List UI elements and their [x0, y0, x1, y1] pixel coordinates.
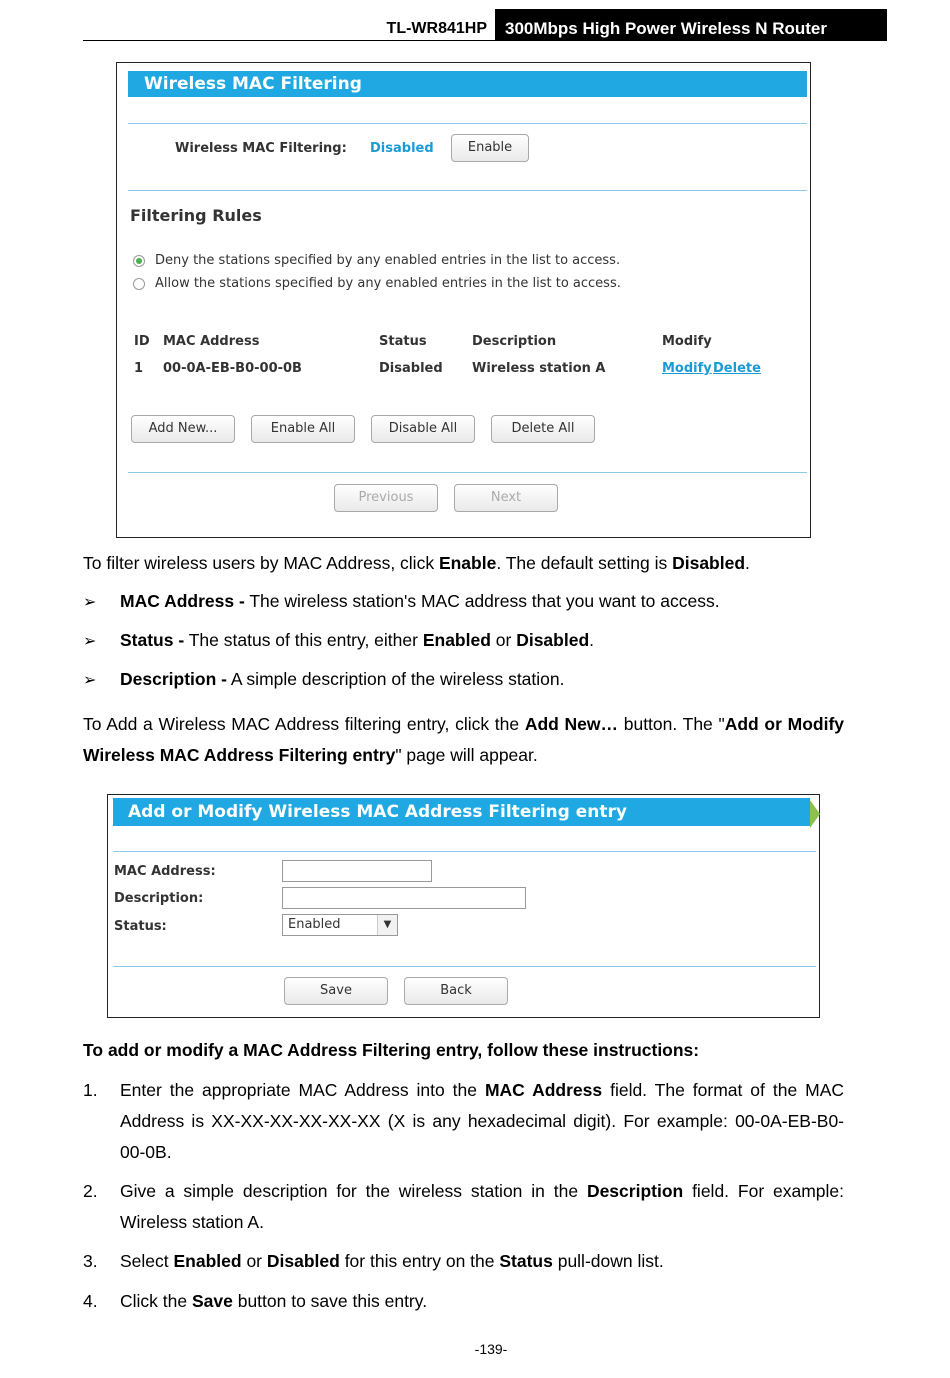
add-modify-panel — [107, 794, 820, 1018]
deny-radio-label: Deny the stations specified by any enabled entries in the list to access. — [155, 253, 621, 268]
bullet-mac-address: MAC Address - The wireless station's MAC address that you want to access. — [120, 591, 720, 611]
filtering-status: Disabled — [370, 141, 434, 156]
step-number: 3. — [83, 1251, 98, 1271]
instructions-heading: To add or modify a MAC Address Filtering entry, follow these instructions: — [83, 1040, 700, 1060]
col-description: Description — [472, 334, 557, 349]
page-header — [83, 9, 887, 41]
row-description: Wireless station A — [472, 361, 606, 376]
mac-address-label: MAC Address: — [114, 864, 216, 879]
description-label: Description: — [114, 891, 204, 906]
step-2: Give a simple description for the wireless station in the Description field. For example: Wireless station A. — [120, 1181, 845, 1232]
deny-radio[interactable] — [133, 255, 145, 267]
step-number: 2. — [83, 1181, 98, 1201]
header-model: TL-WR841HP — [386, 20, 487, 37]
previous-button[interactable]: Previous — [334, 484, 438, 512]
bullet-arrow-icon: ➢ — [83, 633, 97, 650]
col-modify: Modify — [662, 334, 712, 349]
disable-all-button[interactable]: Disable All — [371, 415, 475, 443]
row-id: 1 — [134, 361, 144, 376]
page-number: -139- — [474, 1341, 508, 1357]
filtering-label: Wireless MAC Filtering: — [175, 141, 347, 156]
header-product: 300Mbps High Power Wireless N Router — [495, 9, 887, 40]
col-id: ID — [134, 334, 150, 349]
step-1: Enter the appropriate MAC Address into the MAC Address field. The format of the MAC Address is XX-XX-XX-XX-XX-XX (X is any hexadecimal digit). For example: 00-0A-EB-B0-00-0B. — [120, 1080, 845, 1162]
allow-radio-label: Allow the stations specified by any enabled entries in the list to access. — [155, 276, 621, 291]
step-3: Select Enabled or Disabled for this entry on the Status pull-down list. — [120, 1251, 664, 1271]
panel-title: Wireless MAC Filtering — [128, 71, 807, 97]
row-status: Disabled — [379, 361, 443, 376]
panel-title: Add or Modify Wireless MAC Address Filtering entry — [113, 798, 810, 826]
next-button[interactable]: Next — [454, 484, 558, 512]
delete-link[interactable]: Delete — [713, 361, 761, 376]
divider — [128, 123, 807, 124]
step-4: Click the Save button to save this entry. — [120, 1291, 428, 1311]
delete-all-button[interactable]: Delete All — [491, 415, 595, 443]
rules-heading: Filtering Rules — [130, 206, 262, 225]
row-mac: 00-0A-EB-B0-00-0B — [163, 361, 302, 376]
enable-all-button[interactable]: Enable All — [251, 415, 355, 443]
tab-marker-icon — [810, 800, 820, 828]
divider — [113, 851, 816, 852]
description-input[interactable] — [282, 887, 526, 909]
divider — [128, 190, 807, 191]
divider — [128, 472, 807, 473]
intro-paragraph: To filter wireless users by MAC Address, click Enable. The default setting is Disabled. — [83, 553, 750, 573]
save-button[interactable]: Save — [284, 977, 388, 1005]
col-mac: MAC Address — [163, 334, 260, 349]
chevron-down-icon: ▼ — [377, 915, 397, 935]
mac-filtering-panel — [116, 62, 811, 538]
step-number: 4. — [83, 1291, 98, 1311]
divider — [113, 966, 816, 967]
bullet-status: Status - The status of this entry, either Enabled or Disabled. — [120, 630, 595, 650]
mac-address-input[interactable] — [282, 860, 432, 882]
modify-link[interactable]: Modify — [662, 361, 712, 376]
status-label: Status: — [114, 919, 167, 934]
back-button[interactable]: Back — [404, 977, 508, 1005]
bullet-arrow-icon: ➢ — [83, 594, 97, 611]
allow-radio[interactable] — [133, 278, 145, 290]
add-new-paragraph: To Add a Wireless MAC Address filtering entry, click the Add New… button. The "Add or Modify Wireless MAC Address Filtering entry" page will appear. — [83, 714, 844, 765]
status-select-value: Enabled — [288, 917, 341, 932]
status-select[interactable] — [282, 914, 398, 936]
add-new-button[interactable]: Add New... — [131, 415, 235, 443]
col-status: Status — [379, 334, 427, 349]
step-number: 1. — [83, 1080, 98, 1100]
bullet-description: Description - A simple description of the wireless station. — [120, 669, 565, 689]
enable-button[interactable]: Enable — [451, 134, 529, 162]
bullet-arrow-icon: ➢ — [83, 672, 97, 689]
